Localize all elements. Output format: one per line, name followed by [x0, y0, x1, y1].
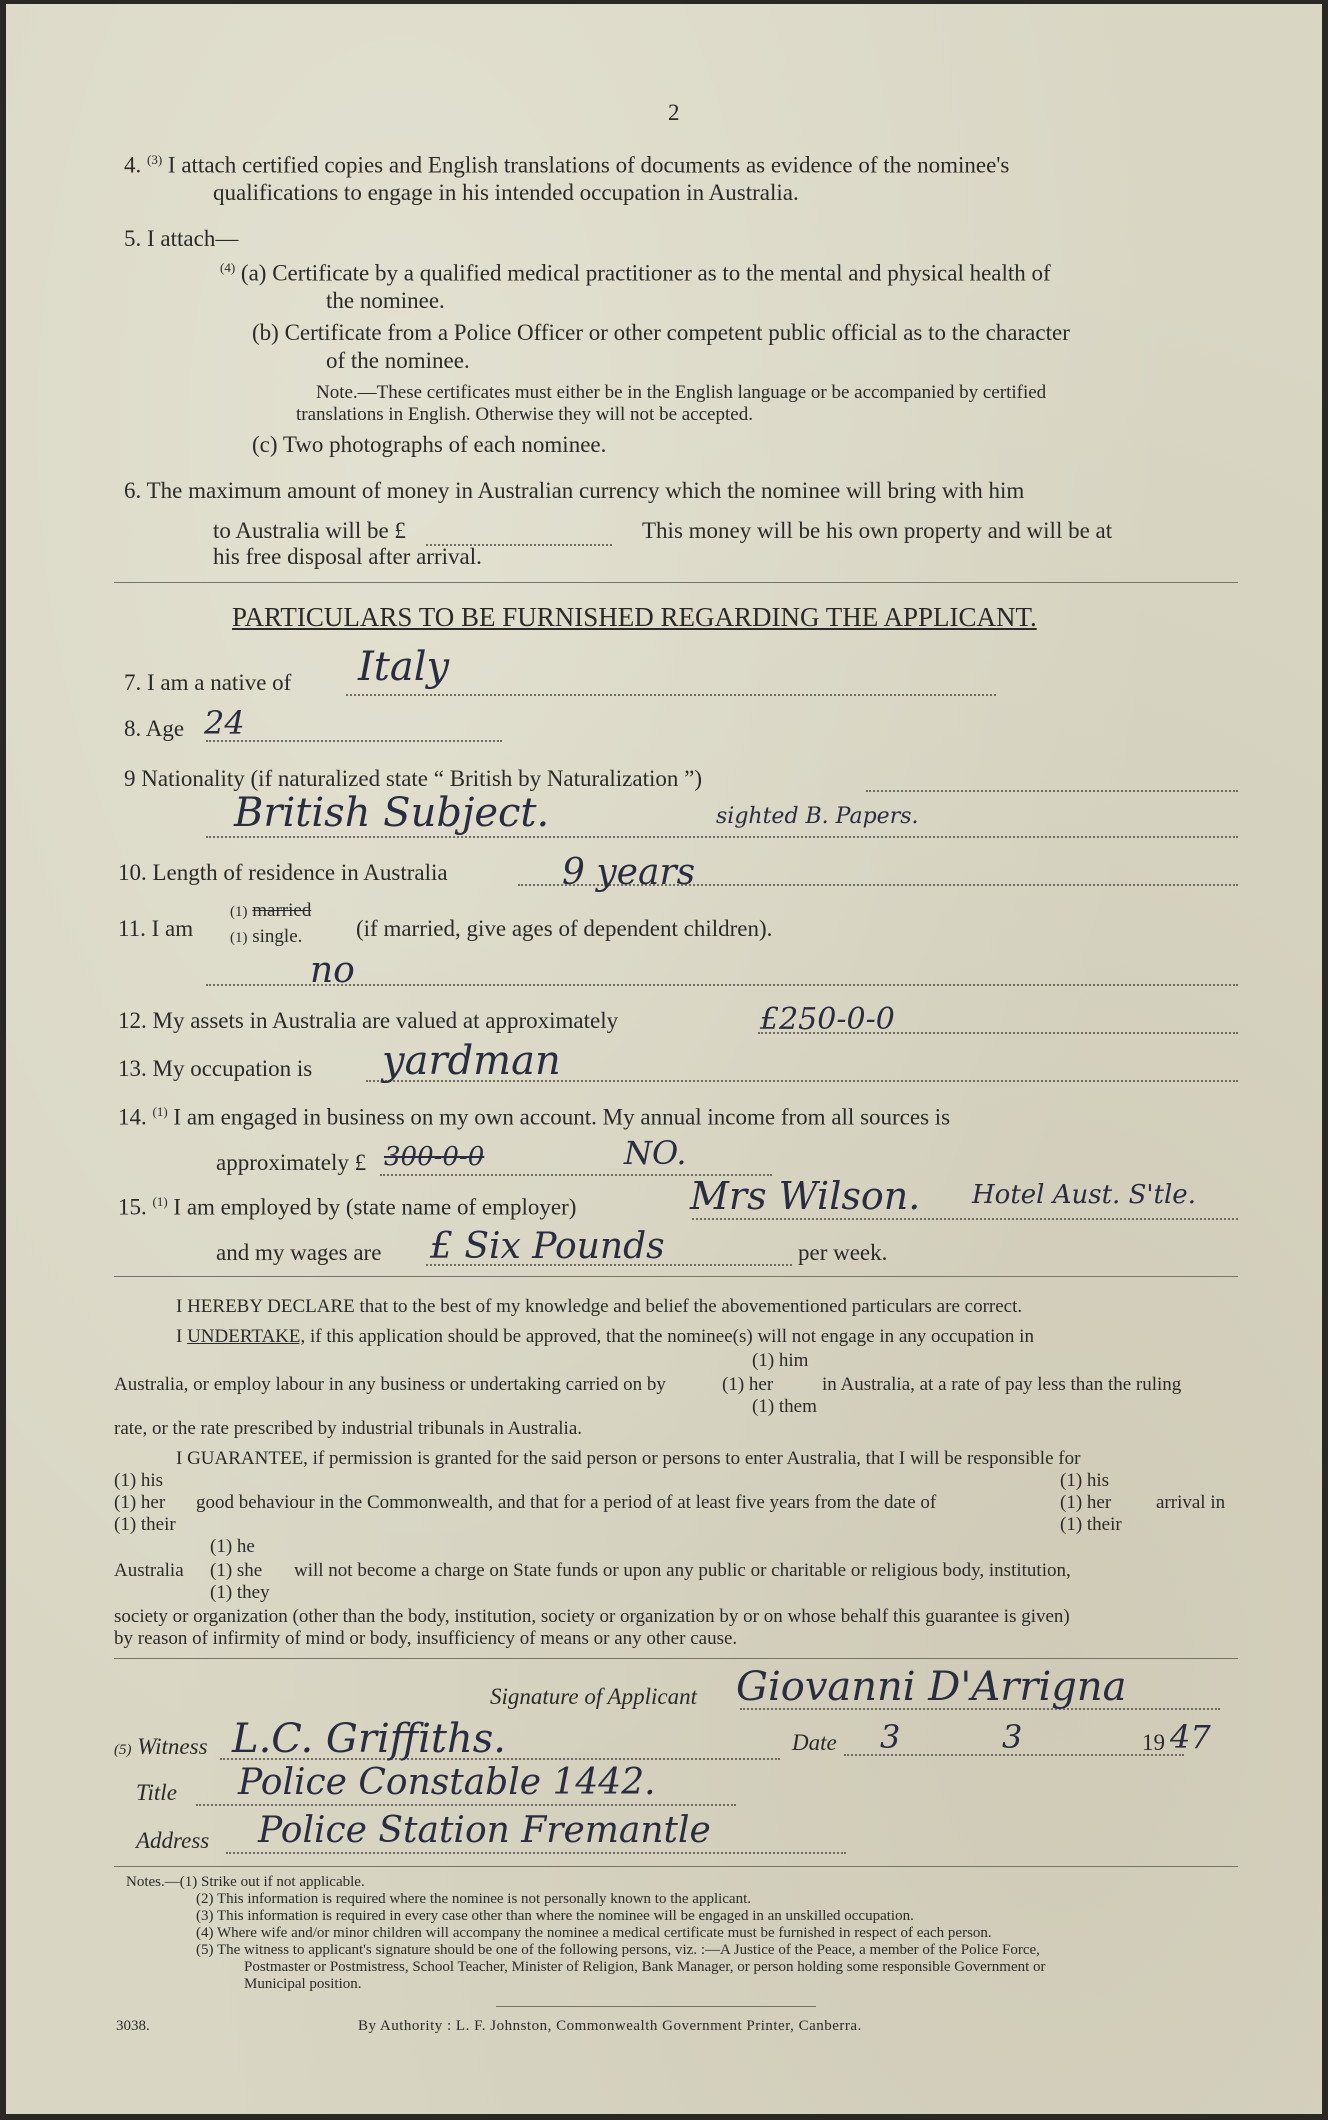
item15-line1: 15. $^{(1)}$ I am employed by (state name of employer) — [118, 1194, 577, 1220]
item9-value: British Subject. — [234, 790, 550, 836]
item7-label: 7. I am a native of — [124, 670, 292, 695]
item9-value2: sighted B. Papers. — [716, 804, 919, 829]
note-5c: Municipal position. — [244, 1976, 362, 1992]
item4-line2: qualifications to engage in his intended occupation in Australia. — [213, 180, 799, 205]
guarantee-australia: Australia — [114, 1560, 184, 1581]
undertake-line2a: Australia, or employ labour in any business or undertaking carried on by — [114, 1374, 666, 1395]
undertake-her: (1) her — [722, 1374, 774, 1395]
note-5b: Postmaster or Postmistress, School Teacher, Minister of Religion, Bank Manager, or person holding some responsible Government or — [244, 1959, 1046, 1975]
address-value: Police Station Fremantle — [258, 1810, 711, 1851]
item5-a-line1: $^{(4)}$ (a) Certificate by a qualified medical practitioner as to the mental and physical health of — [220, 260, 1051, 286]
guarantee-his-right: (1) his — [1060, 1470, 1110, 1491]
item6-line3: his free disposal after arrival. — [213, 544, 482, 569]
section-heading: PARTICULARS TO BE FURNISHED REGARDING THE APPLICANT. — [232, 602, 1037, 632]
address-label: Address — [136, 1828, 210, 1853]
note-4: (4) Where wife and/or minor children will accompany the nominee a medical certificate must be furnished in respect of each person. — [196, 1925, 992, 1941]
item11-value: no — [310, 950, 355, 991]
date-year-suffix: 47 — [1170, 1718, 1211, 1756]
item5-c-line: (c) Two photographs of each nominee. — [252, 432, 607, 457]
page-number: 2 — [668, 100, 680, 125]
guarantee-line2: good behaviour in the Commonwealth, and that for a period of at least five years from the date of — [196, 1492, 937, 1513]
item11-opt-married: (1) married — [230, 900, 312, 921]
applicant-signature: Giovanni D'Arrigna — [736, 1664, 1127, 1710]
item11-label: 11. I am — [118, 916, 194, 941]
witness-signature: L.C. Griffiths. — [232, 1716, 506, 1762]
item5-a-line2: the nominee. — [326, 288, 445, 313]
item7-value: Italy — [358, 644, 450, 690]
undertake-line3: rate, or the rate prescribed by industrial tribunals in Australia. — [114, 1418, 582, 1439]
date-label: Date — [792, 1730, 837, 1755]
item12-label: 12. My assets in Australia are valued at approximately — [118, 1008, 619, 1033]
date-month: 3 — [1002, 1718, 1023, 1756]
item5-note-line1: Note.—These certificates must either be in the English language or be accompanied by certified — [316, 382, 1047, 403]
item6-line2a: to Australia will be £ — [213, 518, 406, 543]
item5-note-line2: translations in English. Otherwise they will not be accepted. — [296, 404, 753, 425]
item12-value: £250-0-0 — [760, 1002, 895, 1037]
document-page — [6, 4, 1322, 2114]
note-3: (3) This information is required in every case other than where the nominee will be engaged in an unskilled occupation. — [196, 1908, 914, 1924]
item13-value: yardman — [382, 1038, 561, 1084]
item14-value: NO. — [624, 1134, 687, 1172]
guarantee-line3: will not become a charge on State funds or upon any public or charitable or religious body, institution, — [294, 1560, 1071, 1581]
item5-label: 5. I attach— — [124, 226, 239, 251]
guarantee-she: (1) she — [210, 1560, 263, 1581]
undertake-line1: I UNDERTAKE, if this application should be approved, that the nominee(s) will not engage in any occupation in — [176, 1326, 1034, 1347]
item6-line2b: This money will be his own property and will be at — [642, 518, 1113, 543]
guarantee-arrival: arrival in — [1156, 1492, 1226, 1513]
item14-line2: approximately £ — [216, 1150, 367, 1175]
guarantee-line4: society or organization (other than the body, institution, society or organization by or on whose behalf this guarantee is given) — [114, 1606, 1070, 1627]
item9-label: 9 Nationality (if naturalized state “ British by Naturalization ”) — [124, 766, 702, 791]
item15-employer2: Hotel Aust. S'tle. — [972, 1180, 1196, 1210]
item10-label: 10. Length of residence in Australia — [118, 860, 448, 885]
item14-line1: 14. $^{(1)}$ I am engaged in business on my own account. My annual income from all sources is — [118, 1104, 951, 1130]
guarantee-line5: by reason of infirmity of mind or body, insufficiency of means or any other cause. — [114, 1628, 738, 1649]
undertake-them: (1) them — [752, 1396, 817, 1417]
item11-tail: (if married, give ages of dependent children). — [356, 916, 773, 941]
item15-employer: Mrs Wilson. — [690, 1174, 921, 1218]
item6-line1: 6. The maximum amount of money in Australian currency which the nominee will bring with him — [124, 478, 1025, 503]
date-year-prefix: 19 — [1142, 1730, 1165, 1755]
signature-label: Signature of Applicant — [490, 1684, 697, 1709]
item5-b-line1: (b) Certificate from a Police Officer or other competent public official as to the character — [252, 320, 1070, 345]
printer-authority: By Authority : L. F. Johnston, Commonwealth Government Printer, Canberra. — [358, 2018, 862, 2034]
guarantee-her-left: (1) her — [114, 1492, 166, 1513]
item5-b-line2: of the nominee. — [326, 348, 470, 373]
item10-value: 9 years — [562, 852, 696, 893]
item13-label: 13. My occupation is — [118, 1056, 313, 1081]
guarantee-her-right: (1) her — [1060, 1492, 1112, 1513]
title-label: Title — [136, 1780, 177, 1805]
guarantee-line1: I GUARANTEE, if permission is granted for the said person or persons to enter Australia, that I will be responsible for — [176, 1448, 1081, 1469]
guarantee-his-left: (1) his — [114, 1470, 164, 1491]
undertake-line2b: in Australia, at a rate of pay less than the ruling — [822, 1374, 1182, 1395]
item15-per-week: per week. — [798, 1240, 888, 1265]
guarantee-their-left: (1) their — [114, 1514, 176, 1535]
item15-wages-label: and my wages are — [216, 1240, 382, 1265]
item11-opt-single: (1) single. — [230, 926, 303, 947]
note-1: Notes.—(1) Strike out if not applicable. — [126, 1874, 365, 1890]
guarantee-their-right: (1) their — [1060, 1514, 1122, 1535]
witness-label: (5) Witness — [114, 1734, 208, 1759]
item8-label: 8. Age — [124, 716, 185, 741]
declare-text: I HEREBY DECLARE that to the best of my knowledge and belief the abovementioned particulars are correct. — [176, 1296, 1023, 1317]
item8-value: 24 — [204, 704, 245, 742]
note-2: (2) This information is required where the nominee is not personally known to the applicant. — [196, 1891, 752, 1907]
guarantee-he: (1) he — [210, 1536, 255, 1557]
form-code: 3038. — [116, 2018, 150, 2034]
date-day: 3 — [880, 1718, 901, 1756]
item15-wages: £ Six Pounds — [430, 1226, 665, 1267]
undertake-him: (1) him — [752, 1350, 809, 1371]
item14-value-struck: 300-0-0 — [384, 1142, 485, 1172]
title-value: Police Constable 1442. — [238, 1762, 656, 1803]
note-5a: (5) The witness to applicant's signature should be one of the following persons, viz. :—A Justice of the Peace, a member of the Police Force, — [196, 1942, 1040, 1958]
guarantee-they: (1) they — [210, 1582, 270, 1603]
item4-line1: 4. $^{(3)}$ I attach certified copies and English translations of documents as evidence of the nominee's — [124, 152, 1010, 178]
